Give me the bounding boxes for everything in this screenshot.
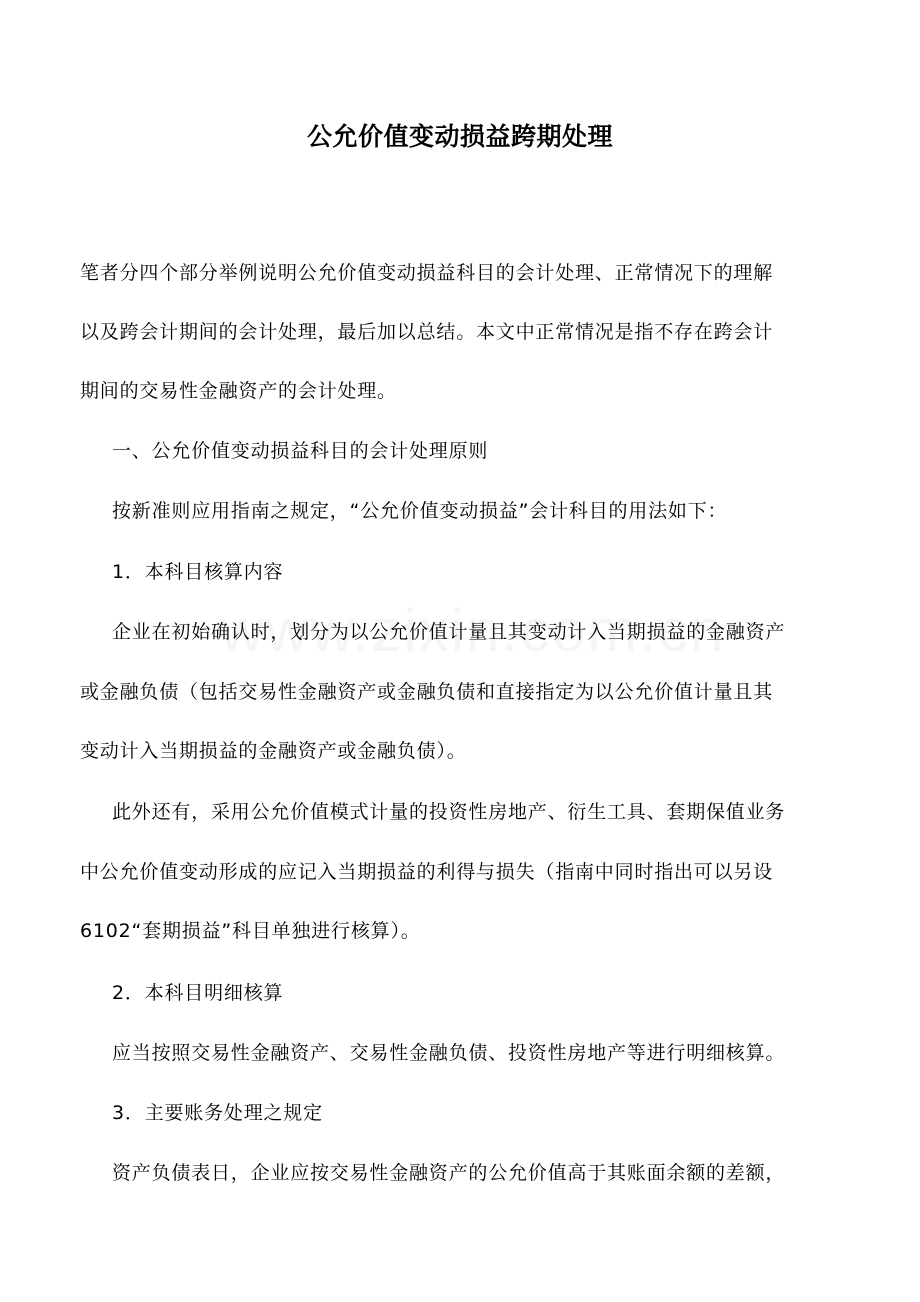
paragraph-additional-line-1: 此外还有，采用公允价值模式计量的投资性房地产、衍生工具、套期保值业务 [112,801,786,823]
paragraph-additional-line-2: 中公允价值变动形成的应记入当期损益的利得与损失（指南中同时指出可以另设 [80,861,774,883]
paragraph-scope-line-3: 变动计入当期损益的金融资产或金融负债）。 [80,740,467,762]
paragraph-intro-line-3: 期间的交易性金融资产的会计处理。 [80,380,397,402]
paragraph-additional-line-3: 6102“套期损益”科目单独进行核算）。 [80,920,421,942]
subheading-2: 2．本科目明细核算 [112,982,284,1004]
paragraph-balance-sheet-date: 资产负债表日，企业应按交易性金融资产的公允价值高于其账面余额的差额， [112,1162,786,1184]
subheading-3: 3．主要账务处理之规定 [112,1102,323,1124]
paragraph-intro-line-1: 笔者分四个部分举例说明公允价值变动损益科目的会计处理、正常情况下的理解 [80,262,774,284]
paragraph-scope-line-2: 或金融负债（包括交易性金融资产或金融负债和直接指定为以公允价值计量且其 [80,681,774,703]
paragraph-scope-line-1: 企业在初始确认时，划分为以公允价值计量且其变动计入当期损益的金融资产 [112,621,786,643]
paragraph-detail-accounting: 应当按照交易性金融资产、交易性金融负债、投资性房地产等进行明细核算。 [112,1042,786,1064]
document-title: 公允价值变动损益跨期处理 [306,122,613,151]
paragraph-intro-line-2: 以及跨会计期间的会计处理，最后加以总结。本文中正常情况是指不存在跨会计 [80,321,774,343]
paragraph-guideline: 按新准则应用指南之规定，“公允价值变动损益”会计科目的用法如下： [112,500,728,522]
section-heading-1: 一、公允价值变动损益科目的会计处理原则 [112,440,489,462]
subheading-1: 1．本科目核算内容 [112,561,284,583]
